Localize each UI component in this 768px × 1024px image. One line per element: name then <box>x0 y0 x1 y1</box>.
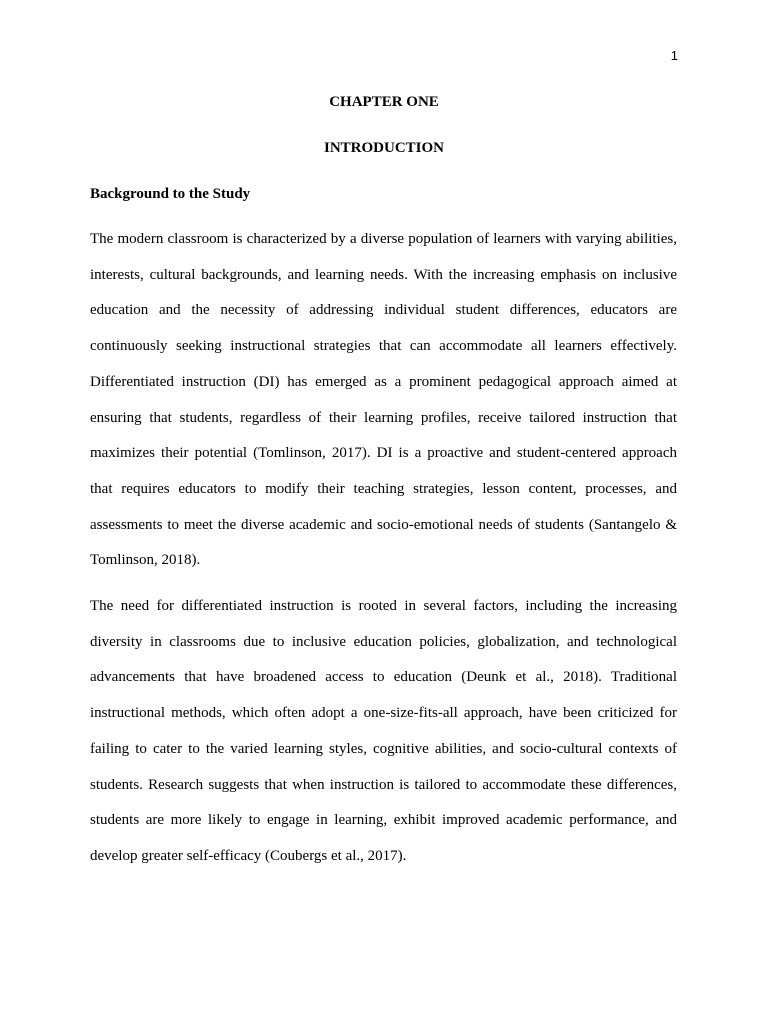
page-number: 1 <box>670 48 678 63</box>
chapter-title-heading: INTRODUCTION <box>323 140 444 156</box>
section-heading: Background to the Study <box>90 186 251 202</box>
body-paragraph-1: The modern classroom is characterized by a diverse population of learners with varying abilities, interests, cultural backgrounds, and learning needs. With the increasing emphasis on inclusive education and the necessity of addressing individual student differences, educators are continuously seeking instructional strategies that can accommodate all learners effectively. Differentiated instruction (DI) has emerged as a prominent pedagogical approach aimed at ensuring that students, regardless of their learning profiles, receive tailored instruction that maximizes their potential (Tomlinson, 2017). DI is a proactive and student-centered approach that requires educators to modify their teaching strategies, lesson content, processes, and assessments to meet the diverse academic and socio-emotional needs of students (Santangelo & Tomlinson, 2018). <box>90 231 677 569</box>
chapter-number-heading: CHAPTER ONE <box>329 94 439 110</box>
body-paragraph-2: The need for differentiated instruction is rooted in several factors, including the increasing diversity in classrooms due to inclusive education policies, globalization, and technological advancements that have broadened access to education (Deunk et al., 2018). Traditional instructional methods, which often adopt a one-size-fits-all approach, have been criticized for failing to cater to the varied learning styles, cognitive abilities, and socio-cultural contexts of students. Research suggests that when instruction is tailored to accommodate these differences, students are more likely to engage in learning, exhibit improved academic performance, and develop greater self-efficacy (Coubergs et al., 2017). <box>90 598 677 864</box>
